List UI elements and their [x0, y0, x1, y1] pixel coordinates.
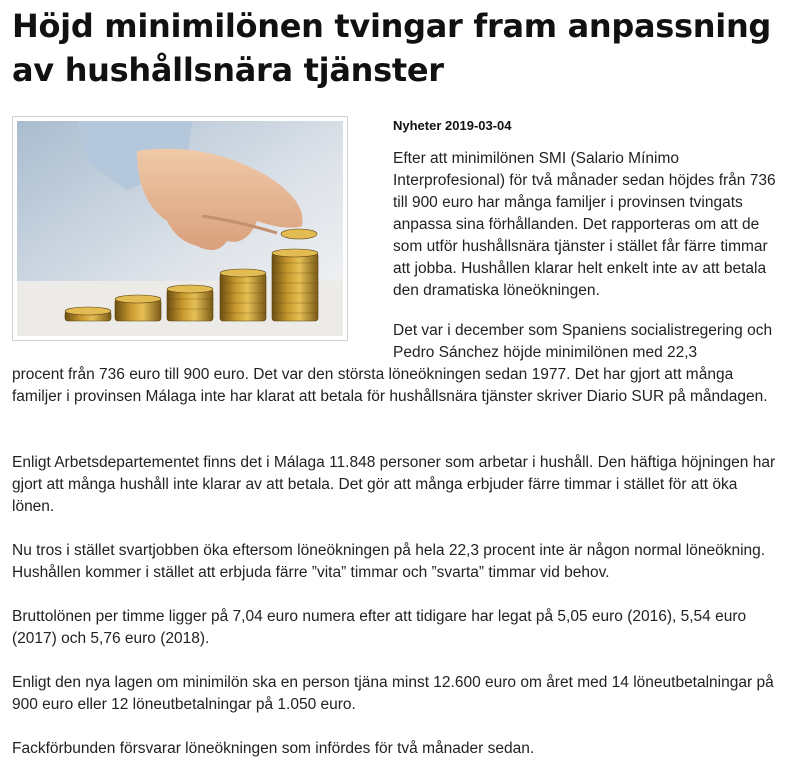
paragraph-intro: Efter att minimilönen SMI (Salario Mínimo Interprofesional) för två månader sedan höjdes från 736 till 900 euro har många familjer i provinsen tvingats anpassa sina förhållanden. Det rapporteras om att de som utför hushållsnära tjänster i stället får färre timmar att jobba. Hushållen klarar helt enkelt inte av att betala den dramatiska löneökningen.: [393, 150, 776, 299]
paragraph-6: Enligt den nya lagen om minimilön ska en person tjäna minst 12.600 euro om året med 14 löneutbetalningar på 900 euro eller 12 löneutbetalningar på 1.050 euro.: [12, 674, 774, 713]
coins-photo: [17, 121, 343, 336]
paragraph-5: Bruttolönen per timme ligger på 7,04 euro numera efter att tidigare har legat på 5,05 euro (2016), 5,54 euro (2017) och 5,76 euro (2018).: [12, 608, 747, 647]
article-date: Nyheter 2019-03-04: [393, 118, 512, 133]
paragraph-7: Fackförbunden försvarar löneökningen som infördes för två månader sedan.: [12, 740, 535, 757]
paragraph-4: Nu tros i stället svartjobben öka eftersom löneökningen på hela 22,3 procent inte är någon normal löneökning. Hushållen kommer i stället att erbjuda färre ”vita” timmar och ”svarta” timmar vid behov.: [12, 542, 766, 581]
paragraph-2-start: Det var i december som Spaniens socialistregering och Pedro Sánchez höjde minimilönen med 22,3: [393, 322, 773, 361]
paragraph-3: Enligt Arbetsdepartementet finns det i Málaga 11.848 personer som arbetar i hushåll. Den häftiga höjningen har gjort att många hushåll inte klarar av att betala. Det gör att många erbjuder färre timmar i stället för att öka lönen.: [12, 454, 776, 515]
article-title: Höjd minimilönen tvingar fram anpassning av hushållsnära tjänster: [12, 7, 772, 89]
article-image: [12, 116, 348, 341]
paragraph-2-cont: procent från 736 euro till 900 euro. Det var den största löneökningen sedan 1977. Det har gjort att många familjer i provinsen Málaga inte har klarat att betala för hushållsnära tjänster skriver Diario SUR på måndagen.: [12, 366, 768, 405]
